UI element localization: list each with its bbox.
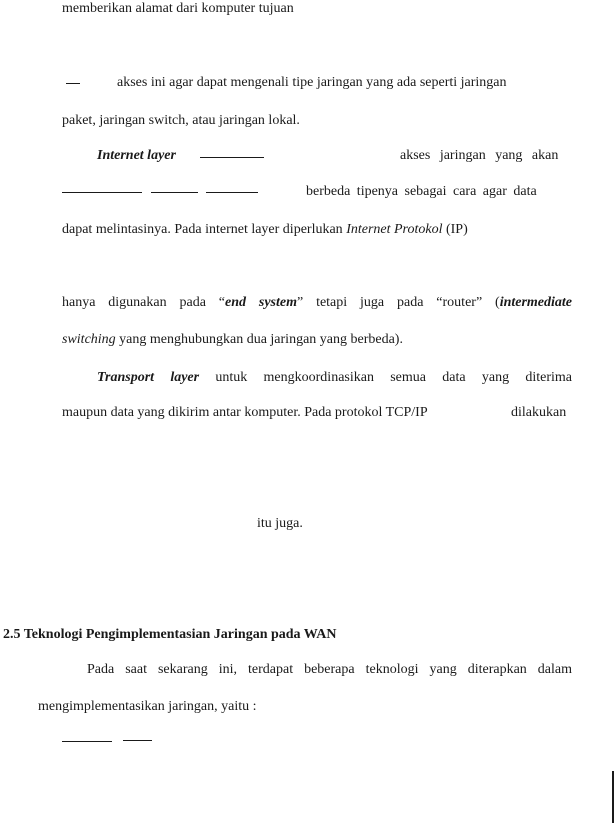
line-7-text-b: ” tetapi juga pada “router” ( (296, 295, 500, 310)
redaction-bar (123, 740, 152, 741)
line-2-text: akses ini agar dapat mengenali tipe jaringan yang ada seperti jaringan (117, 75, 507, 90)
line-13-text: Pada saat sekarang ini, terdapat beberapa teknologi yang diterapkan dalam (87, 662, 572, 677)
text-line-10 (62, 404, 428, 422)
text-line-4-right (400, 147, 558, 165)
text-line-6 (62, 221, 468, 239)
redaction-bar (151, 192, 198, 193)
text-line-8 (62, 331, 403, 349)
text-line-5-right (306, 183, 537, 201)
text-line-2 (117, 74, 507, 92)
line-3-text: paket, jaringan switch, atau jaringan lokal. (62, 113, 300, 128)
term-intermediate: intermediate (499, 295, 573, 310)
term-transport-layer: Transport layer (97, 370, 200, 385)
term-internet-protokol: Internet Protokol (346, 222, 443, 237)
line-10-right-text: dilakukan (511, 405, 567, 420)
text-line-7 (62, 294, 572, 312)
line-9-text: untuk mengkoordinasikan semua data yang diterima (215, 370, 572, 385)
redaction-bar (206, 192, 258, 193)
page-edge-mark (612, 771, 614, 823)
line-14-text: mengimplementasikan jaringan, yaitu : (38, 699, 257, 714)
text-line-3 (62, 112, 300, 130)
text-line-10-right (511, 404, 566, 422)
line-6-text: dapat melintasinya. Pada internet layer diperlukan (62, 222, 343, 237)
section-heading-text: 2.5 Teknologi Pengimplementasian Jaringan pada WAN (3, 627, 337, 642)
line-8-text: yang menghubungkan dua jaringan yang berbeda). (119, 332, 403, 347)
text-line-14 (38, 698, 257, 716)
term-switching: switching (62, 332, 116, 347)
redaction-bar (200, 157, 264, 158)
line-7-text-a: hanya digunakan pada “ (62, 295, 225, 310)
line-11-text: itu juga. (257, 516, 303, 531)
text-line-4 (97, 147, 176, 165)
line-10-text: maupun data yang dikirim antar komputer. Pada protokol TCP/IP (62, 405, 428, 420)
redaction-bar (66, 83, 80, 84)
line-4-right-text: akses jaringan yang akan (400, 148, 559, 163)
text-line-11 (257, 515, 303, 533)
term-end-system: end system (225, 295, 297, 310)
line-6-tail: (IP) (445, 222, 468, 237)
redaction-bar (62, 741, 112, 742)
term-internet-layer: Internet layer (97, 148, 176, 163)
line-1-text: memberikan alamat dari komputer tujuan (62, 1, 294, 16)
redaction-bar (62, 192, 142, 193)
text-line-1 (62, 0, 294, 18)
text-line-9 (97, 369, 572, 387)
text-line-13 (87, 661, 572, 679)
line-5-right-text: berbeda tipenya sebagai cara agar data (306, 184, 537, 199)
section-heading (3, 626, 336, 644)
